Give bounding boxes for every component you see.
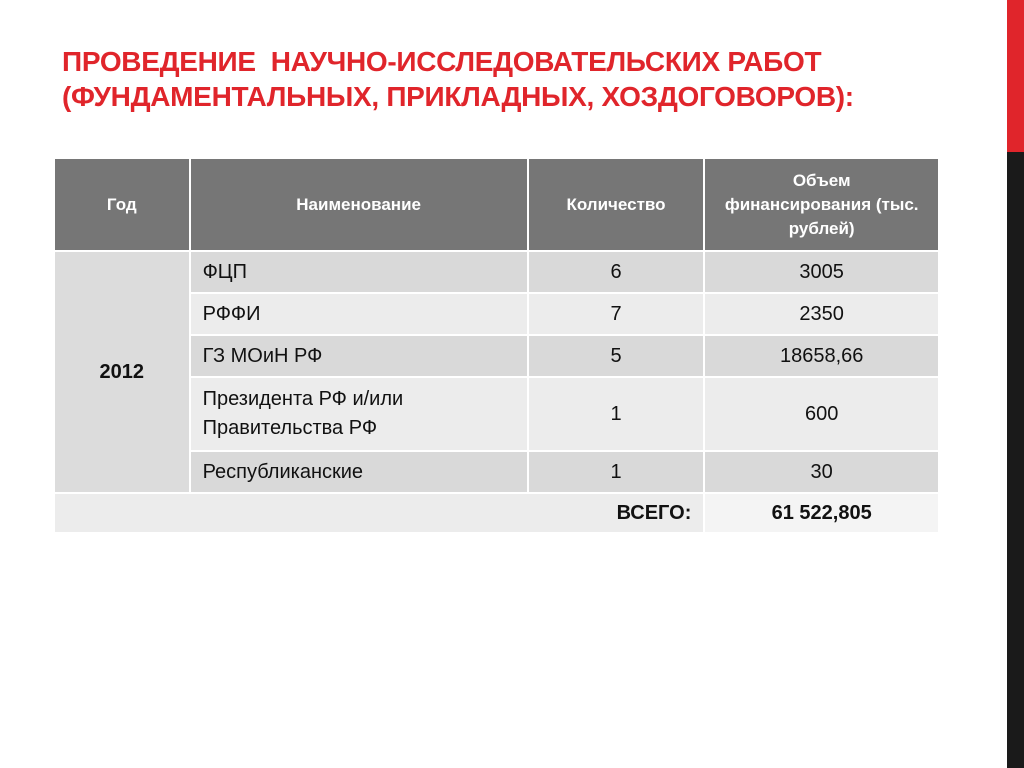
row-funding: 3005: [704, 251, 939, 293]
row-funding: 18658,66: [704, 335, 939, 377]
row-count: 1: [528, 377, 705, 451]
slide-title-line-1: ПРОВЕДЕНИЕ НАУЧНО-ИССЛЕДОВАТЕЛЬСКИХ РАБОТ: [62, 46, 822, 77]
total-value: 61 522,805: [704, 493, 939, 533]
row-funding: 30: [704, 451, 939, 493]
header-name: Наименование: [190, 158, 528, 251]
slide-title: [62, 44, 962, 114]
total-row: [54, 493, 939, 533]
total-label: ВСЕГО:: [54, 493, 704, 533]
table-row: [54, 251, 939, 293]
header-year: Год: [54, 158, 190, 251]
row-name: Президента РФ и/или Правительства РФ: [190, 377, 528, 451]
row-count: 1: [528, 451, 705, 493]
table-header-row: [54, 158, 939, 251]
edge-accent-bar-red: [1007, 0, 1024, 152]
row-name: РФФИ: [190, 293, 528, 335]
year-cell: 2012: [54, 251, 190, 493]
header-count: Количество: [528, 158, 705, 251]
header-funding: Объем финансирования (тыс. рублей): [704, 158, 939, 251]
row-name: Республиканские: [190, 451, 528, 493]
row-name: ГЗ МОиН РФ: [190, 335, 528, 377]
edge-accent-bar-dark: [1007, 152, 1024, 768]
row-count: 6: [528, 251, 705, 293]
row-count: 7: [528, 293, 705, 335]
research-funding-table: [53, 157, 940, 534]
slide-title-line-2: (ФУНДАМЕНТАЛЬНЫХ, ПРИКЛАДНЫХ, ХОЗДОГОВОРОВ):: [62, 81, 854, 112]
row-name: ФЦП: [190, 251, 528, 293]
row-funding: 600: [704, 377, 939, 451]
row-funding: 2350: [704, 293, 939, 335]
row-count: 5: [528, 335, 705, 377]
